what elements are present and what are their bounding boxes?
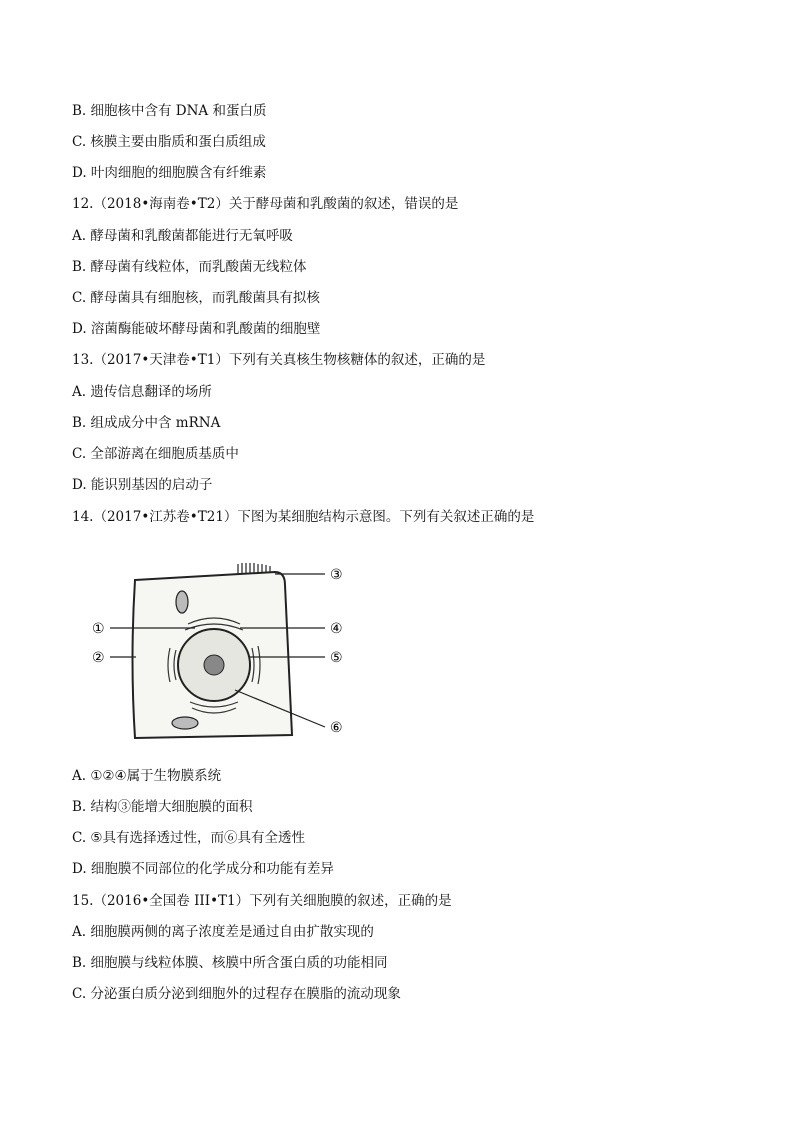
label-2: ② [92,650,105,666]
option-text: A. 酵母菌和乳酸菌都能进行无氧呼吸 [72,228,293,244]
option-text: B. 酵母菌有线粒体，而乳酸菌无线粒体 [72,259,307,275]
question-stem: 14.（2017•江苏卷•T21）下图为某细胞结构示意图。下列有关叙述正确的是 [72,509,535,525]
label-6: ⑥ [330,720,343,736]
option-text: B. 细胞核中含有 DNA 和蛋白质 [72,103,267,119]
label-4: ④ [330,621,343,637]
option-text: B. 结构③能增大细胞膜的面积 [72,799,253,815]
cell-diagram [80,560,360,750]
option-text: D. 能识别基因的启动子 [72,477,213,493]
option-text: D. 溶菌酶能破坏酵母菌和乳酸菌的细胞壁 [72,321,321,337]
option-text: B. 细胞膜与线粒体膜、核膜中所含蛋白质的功能相同 [72,955,388,971]
mitochondrion [176,591,188,613]
option-text: A. 遗传信息翻译的场所 [72,384,212,400]
label-3: ③ [330,567,343,583]
option-text: C. ⑤具有选择透过性，而⑥具有全透性 [72,830,306,846]
option-text: A. 细胞膜两侧的离子浓度差是通过自由扩散实现的 [72,924,374,940]
option-text: D. 细胞膜不同部位的化学成分和功能有差异 [72,861,334,877]
option-text: C. 分泌蛋白质分泌到细胞外的过程存在膜脂的流动现象 [72,986,401,1002]
option-text: B. 组成成分中含 mRNA [72,415,221,431]
option-text: C. 酵母菌具有细胞核，而乳酸菌具有拟核 [72,290,320,306]
question-stem: 13.（2017•天津卷•T1）下列有关真核生物核糖体的叙述，正确的是 [72,352,486,368]
label-5: ⑤ [330,650,343,666]
question-stem: 12.（2018•海南卷•T2）关于酵母菌和乳酸菌的叙述，错误的是 [72,196,459,212]
nucleolus [204,655,224,675]
question-stem: 15.（2016•全国卷 III•T1）下列有关细胞膜的叙述，正确的是 [72,893,452,909]
mitochondrion [172,717,198,729]
option-text: A. ①②④属于生物膜系统 [72,768,222,784]
option-text: C. 全部游离在细胞质基质中 [72,446,239,462]
label-1: ① [92,621,105,637]
option-text: D. 叶肉细胞的细胞膜含有纤维素 [72,165,267,181]
option-text: C. 核膜主要由脂质和蛋白质组成 [72,134,266,150]
cell-structure-figure [80,560,360,750]
